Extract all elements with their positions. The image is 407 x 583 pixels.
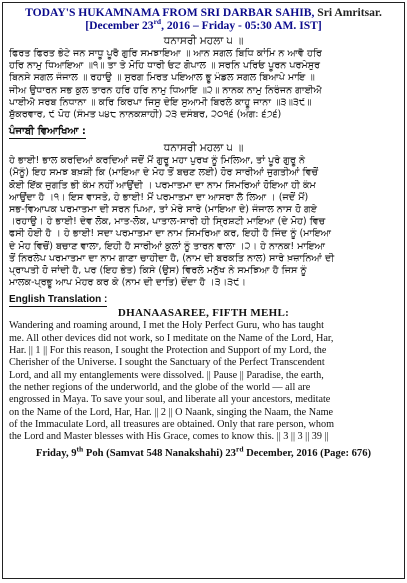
footer-part3: December, 2016 (Page: 676)	[243, 448, 372, 460]
punjabi-line: ਪ੍ਰਾਪਤੀ ਹੋ ਜਾਂਦੀ ਹੈ, ਪਰ (ਇਹ ਭੇਤ) ਕਿਸੇ (ਉਸ) ਵਿਰਲੇ ਮਨੁੱਖ ਨੇ ਸਮਝਿਆ ਹੈ ਜਿਸ ਨੂੰ	[9, 265, 307, 277]
footer-date	[9, 444, 398, 460]
punjabi-line: ਸਭ-ਵਿਆਪਕ ਪਰਮਾਤਮਾ ਦੀ ਸਰਨ ਪਿਆ, ਤਾਂ ਮੇਰੇ ਸਾਰੇ (ਮਾਇਆ ਦੇ) ਜੰਜਾਲ ਨਾਸ ਹੋ ਗਏ	[9, 204, 318, 216]
punjabi-line: ਮਾਲਕ-ਪ੍ਰਭੂ ਆਪ ਮੇਹਰ ਕਰ ਕੇ (ਨਾਮ ਦੀ ਦਾਤਿ) ਦੇਂਦਾ ਹੈ ।੩।੩੯।	[9, 277, 246, 289]
english-line: Har. || 1 || For this reason, I sought the Protection and Support of my Lord, the	[9, 345, 327, 357]
english-line: engrossed in Maya. To save your soul, and liberate all your ancestors, meditate	[9, 394, 331, 406]
punjabi-line: (ਮੈਨੂੰ) ਇਹ ਸਮਝ ਬਖ਼ਸ਼ੀ ਕਿ (ਮਾਇਆ ਦੇ ਮੋਹ ਤੋਂ ਬਚਣ ਲਈ) ਹੋਰ ਸਾਰੀਆਂ ਜੁਗਤੀਆਂ ਵਿਚੋਂ	[9, 167, 319, 179]
punjabi-line: ਤੋਂ ਨਿਰਲੇਪ ਪਰਮਾਤਮਾ ਦਾ ਨਾਮ ਗਾਣਾ ਚਾਹੀਦਾ ਹੈ, (ਨਾਮ ਦੀ ਬਰਕਤਿ ਨਾਲ) ਸਾਰੇ ਖ਼ਜ਼ਾਨਿਆਂ ਦੀ	[9, 252, 335, 264]
footer-part2: Poh (Samvat 548 Nanakshahi) 23	[83, 448, 236, 460]
punjabi-text	[9, 155, 398, 289]
english-line: Lord, and all my entanglements were dissolved. || Pause || Paradise, the earth,	[9, 369, 324, 381]
english-heading: DHANAASAREE, FIFTH MEHL:	[117, 307, 290, 320]
english-line: Cherisher of the Universe. I sought the Sanctuary of the Perfect Transcendent	[9, 357, 325, 369]
footer-part1: Friday, 9	[35, 448, 77, 460]
title-location: Sri Amritsar.	[317, 6, 382, 19]
date-line	[9, 19, 398, 32]
hukamnama-page	[2, 2, 405, 579]
footer-sup2: rd	[235, 444, 244, 454]
shabad-line: ਪਾਈਐ ਸਰਬ ਨਿਧਾਨਾ ॥ ਕਰਿ ਕਿਰਪਾ ਜਿਸੁ ਦੇਇ ਸੁਆਮੀ ਬਿਰਲੇ ਕਾਹੂ ਜਾਨਾ ॥੩॥੩੯॥	[9, 96, 312, 108]
punjabi-raag: ਧਨਾਸਰੀ ਮਹਲਾ ੫ ॥	[163, 142, 244, 155]
punjabi-line: ਕੋਈ ਇੱਕ ਜੁਗਤਿ ਭੀ ਕੰਮ ਨਹੀਂ ਆਉਂਦੀ । ਪਰਮਾਤਮਾ ਦਾ ਨਾਮ ਸਿਮਰਿਆਂ ਹੋਇਆ ਹੀ ਕੰਮ	[9, 179, 316, 191]
shabad-line: ਬਿਨਸੇ ਸਗਲ ਜੰਜਾਲ ॥ ਰਹਾਉ ॥ ਸੁਰਗ ਮਿਰਤ ਪਇਆਲ ਭੂ ਮੰਡਲ ਸਗਲ ਬਿਆਪੇ ਮਾਇ ॥	[9, 72, 315, 84]
english-line: on the Name of the Lord, Har, Har. || 2 || O Naank, singing the Naam, the Name	[9, 406, 334, 418]
date-sup: rd	[153, 17, 162, 27]
shabad-date-line: ਸ਼ੁੱਕਰਵਾਰ, ੯ ਪੋਹ (ਸੰਮਤ ੫੪੮ ਨਾਨਕਸ਼ਾਹੀ) ੨੩ ਦਸੰਬਰ, ੨੦੧੬ (ਅੰਗ: ੬੭੬)	[9, 109, 282, 121]
punjabi-line: ਦੇ ਮੋਹ ਵਿਚੋਂ) ਬਚਾਣ ਵਾਲਾ, ਇਹੀ ਹੈ ਸਾਰੀਆਂ ਕੁਲਾਂ ਨੂੰ ਤਾਰਨ ਵਾਲਾ ।੨। ਹੇ ਨਾਨਕ! ਮਾਇਆ	[9, 240, 326, 252]
shabad-line: ਫਿਰਤ ਫਿਰਤ ਭੇਟੇ ਜਨ ਸਾਧੂ ਪੂਰੈ ਗੁਰਿ ਸਮਝਾਇਆ ॥ ਆਨ ਸਗਲ ਬਿਧਿ ਕਾਂਮਿ ਨ ਆਵੈ ਹਰਿ	[9, 48, 322, 59]
english-line: the Lord and Master blesses with His Grace, comes to know this. || 3 || 3 || 39 ||	[9, 431, 329, 443]
date-open: [December 23	[85, 19, 154, 32]
punjabi-line: ।ਰਹਾਉ। ਹੇ ਭਾਈ! ਦੇਵ ਲੋਕ, ਮਾਤ-ਲੋਕ, ਪਾਤਾਲ-ਸਾਰੀ ਹੀ ਸ੍ਰਿਸ਼ਟੀ ਮਾਇਆ (ਦੇ ਮੋਹ) ਵਿਚ	[9, 216, 326, 228]
title-main: TODAY'S HUKAMNAMA FROM SRI DARBAR SAHIB,	[25, 6, 318, 19]
english-line: of the Immaculate Lord, all treasures are obtained. Only that rare person, whom	[9, 418, 335, 430]
punjabi-line: ਆਉਂਦਾ ਹੈ ।੧। ਇਸ ਵਾਸਤੇ, ਹੇ ਭਾਈ! ਮੈਂ ਪਰਮਾਤਮਾ ਦਾ ਆਸਰਾ ਲੈ ਲਿਆ । (ਜਦੋਂ ਮੈਂ)	[9, 191, 309, 203]
english-line: the nether regions of the underworld, and the globe of the world — all are	[9, 381, 311, 393]
date-rest: , 2016 – Friday - 05:30 AM. IST]	[161, 19, 322, 32]
shabad-text	[9, 48, 398, 121]
punjabi-line: ਹੇ ਭਾਈ! ਭਾਲ ਕਰਦਿਆਂ ਕਰਦਿਆਂ ਜਦੋਂ ਮੈਂ ਗੁਰੂ ਮਹਾ ਪੁਰਖ ਨੂੰ ਮਿਲਿਆ, ਤਾਂ ਪੂਰੇ ਗੁਰੂ ਨੇ	[9, 155, 305, 167]
english-text	[9, 320, 398, 443]
shabad-line: ਹਰਿ ਨਾਮੁ ਧਿਆਇਆ ॥੧॥ ਤਾ ਤੇ ਮੋਹਿ ਧਾਰੀ ਓਟ ਗੋਪਾਲ ॥ ਸਰਨਿ ਪਰਿਓ ਪੂਰਨ ਪਰਮੇਸੁਰ	[9, 60, 321, 72]
english-line: Wandering and roaming around, I met the Holy Perfect Guru, who has taught	[9, 320, 324, 332]
shabad-line: ਜੀਅ ਉਧਾਰਨ ਸਭ ਕੁਲ ਤਾਰਨ ਹਰਿ ਹਰਿ ਨਾਮੁ ਧਿਆਇ ॥੨॥ ਨਾਨਕ ਨਾਮੁ ਨਿਰੰਜਨ ਗਾਈਐ	[9, 84, 322, 96]
shabad-raag: ਧਨਾਸਰੀ ਮਹਲਾ ੫ ॥	[163, 35, 244, 47]
english-label: English Translation :	[9, 294, 108, 306]
footer-sup1: th	[76, 444, 84, 454]
punjabi-label: ਪੰਜਾਬੀ ਵਿਆਖਿਆ :	[9, 126, 86, 138]
english-line: me. All other devices did not work, so I meditate on the Name of the Lord, Har,	[9, 332, 334, 344]
page-title	[9, 6, 398, 19]
punjabi-line: ਫਸੀ ਹੋਈ ਹੈ । ਹੇ ਭਾਈ! ਸਦਾ ਪਰਮਾਤਮਾ ਦਾ ਨਾਮ ਸਿਮਰਿਆ ਕਰ, ਇਹੀ ਹੈ ਜਿੰਦ ਨੂੰ (ਮਾਇਆ	[9, 228, 332, 240]
